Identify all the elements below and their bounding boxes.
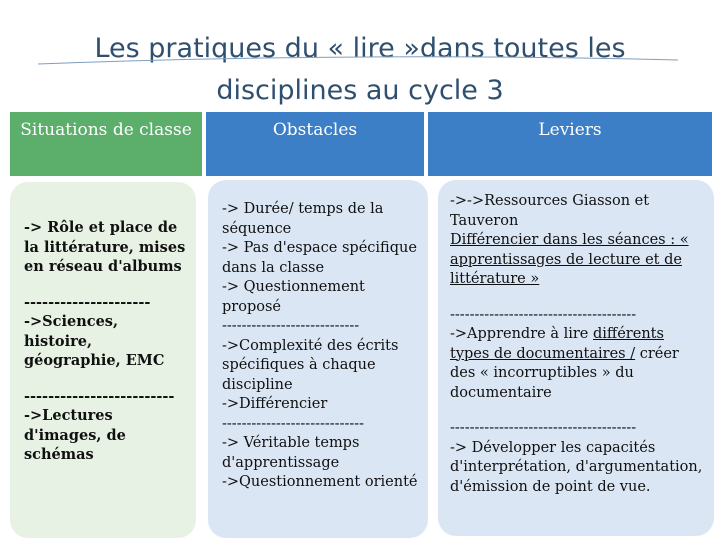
- header-obstacles: Obstacles: [206, 112, 424, 176]
- leviers-separator-1: --------------------------------------: [450, 306, 637, 323]
- situations-item-sciences: ->Sciences, histoire, géographie, EMC: [24, 313, 165, 369]
- obstacles-separator-2: -----------------------------: [222, 415, 365, 432]
- leviers-item-apprendre-suffix: créer des « incorruptibles » du documentaire: [450, 345, 679, 401]
- leviers-card: [438, 180, 714, 536]
- slide-title-line2: disciplines au cycle 3: [216, 75, 504, 106]
- leviers-item-apprendre: [450, 325, 706, 403]
- leviers-item-apprendre-underlined-1: différents: [593, 326, 664, 342]
- obstacles-item-duree: -> Durée/ temps de la séquence: [222, 201, 384, 237]
- header-situations: Situations de classe: [10, 112, 202, 176]
- obstacles-item-questionnement: -> Questionnement proposé: [222, 279, 365, 315]
- situations-separator-1: ---------------------: [24, 293, 151, 311]
- obstacles-card: [208, 180, 428, 538]
- obstacles-item-complexite: ->Complexité des écrits spécifiques à chaque discipline: [222, 337, 399, 393]
- slide-title-line1: Les pratiques du « lire »dans toutes les: [94, 33, 626, 64]
- leviers-separator-2: --------------------------------------: [450, 420, 637, 436]
- title-underline-decoration: [38, 54, 678, 94]
- obstacles-item-questionnement-oriente: ->Questionnement orienté: [222, 474, 418, 490]
- situations-separator-2: -------------------------: [24, 387, 175, 405]
- situations-card: [10, 182, 196, 538]
- leviers-item-apprendre-underlined-2: types de documentaires /: [450, 345, 636, 362]
- leviers-item-differencier: Différencier dans les séances : « apprentissages de lecture et de littérature »: [450, 232, 689, 287]
- obstacles-item-espace: -> Pas d'espace spécifique dans la classe: [222, 240, 417, 276]
- leviers-item-developper: -> Développer les capacités d'interprétation, d'argumentation, d'émission de point de vue.: [450, 439, 703, 495]
- situations-item-lectures-images: ->Lectures d'images, de schémas: [24, 407, 126, 463]
- obstacles-separator-1: ----------------------------: [222, 318, 360, 334]
- obstacles-item-temps-apprentissage: -> Véritable temps d'apprentissage: [222, 435, 360, 471]
- header-leviers: Leviers: [428, 112, 712, 176]
- situations-item-litterature: -> Rôle et place de la littérature, mises en réseau d'albums: [24, 219, 186, 275]
- leviers-item-ressources: ->->Ressources Giasson et Tauveron: [450, 193, 650, 229]
- leviers-item-apprendre-prefix: ->Apprendre à lire: [450, 326, 593, 342]
- obstacles-item-differencier: ->Différencier: [222, 396, 328, 412]
